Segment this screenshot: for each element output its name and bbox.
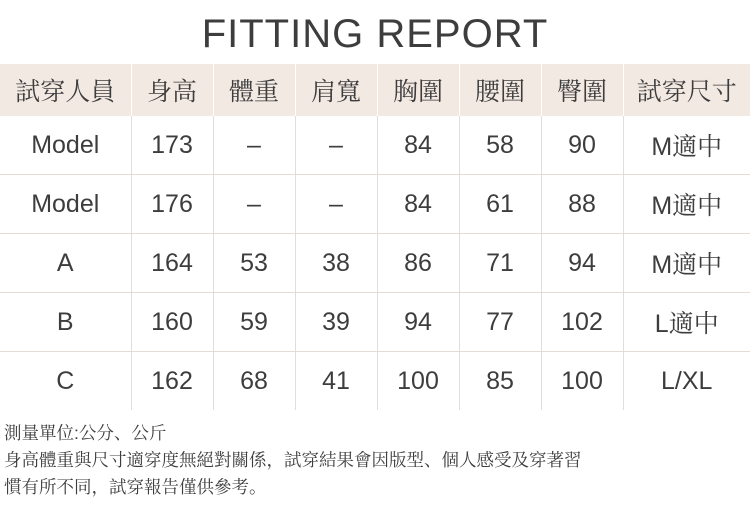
footnote-line-2: 身高體重與尺寸適穿度無絕對關係，試穿結果會因版型、個人感受及穿著習 (4, 450, 582, 471)
cell-height: 176 (131, 175, 213, 234)
cell-height: 160 (131, 293, 213, 352)
cell-hip: 100 (541, 352, 623, 411)
cell-bust: 94 (377, 293, 459, 352)
page-title: FITTING REPORT (201, 12, 549, 56)
cell-height: 164 (131, 234, 213, 293)
cell-size: L/XL (661, 366, 713, 395)
cell-bust: 84 (377, 175, 459, 234)
cell-waist: 61 (459, 175, 541, 234)
cell-hip: 94 (541, 234, 623, 293)
table-row (0, 293, 750, 352)
column-header-waist: 腰圍 (459, 64, 541, 116)
cell-tester: Model (0, 116, 131, 175)
cell-tester: C (0, 352, 131, 411)
cell-weight: 59 (213, 293, 295, 352)
footnote-line-1: 測量單位:公分、公斤 (4, 423, 167, 443)
column-header-bust: 胸圍 (377, 64, 459, 116)
footnote-line-3: 慣有所不同，試穿報告僅供參考。 (4, 477, 267, 498)
cell-shoulder: – (295, 116, 377, 175)
cell-shoulder: 39 (295, 293, 377, 352)
cell-bust: 100 (377, 352, 459, 411)
column-header-hip: 臀圍 (541, 64, 623, 116)
cell-weight: 53 (213, 234, 295, 293)
cell-waist: 77 (459, 293, 541, 352)
cell-waist: 71 (459, 234, 541, 293)
cell-tester: Model (0, 175, 131, 234)
table-row (0, 234, 750, 293)
cell-bust: 84 (377, 116, 459, 175)
cell-waist: 85 (459, 352, 541, 411)
table-row (0, 116, 750, 175)
column-header-weight: 體重 (213, 64, 295, 116)
cell-size: M適中 (623, 175, 750, 234)
cell-weight: – (213, 175, 295, 234)
table-row (0, 175, 750, 234)
column-header-shoulder: 肩寬 (295, 64, 377, 116)
cell-tester: B (0, 293, 131, 352)
cell-hip: 90 (541, 116, 623, 175)
cell-height: 173 (131, 116, 213, 175)
cell-height: 162 (131, 352, 213, 411)
cell-shoulder: – (295, 175, 377, 234)
cell-shoulder: 38 (295, 234, 377, 293)
cell-shoulder: 41 (295, 352, 377, 411)
cell-size: M適中 (623, 234, 750, 293)
table-header (0, 64, 750, 116)
fitting-report-table (0, 64, 750, 410)
column-header-height: 身高 (131, 64, 213, 116)
cell-bust: 86 (377, 234, 459, 293)
cell-hip: 88 (541, 175, 623, 234)
table-body (0, 116, 750, 410)
cell-tester: A (0, 234, 131, 293)
cell-size: M適中 (623, 116, 750, 175)
cell-size: L適中 (623, 293, 750, 352)
table-row (0, 352, 750, 411)
column-header-tester: 試穿人員 (0, 64, 131, 116)
cell-waist: 58 (459, 116, 541, 175)
column-header-size: 試穿尺寸 (636, 78, 737, 106)
footnotes (0, 410, 750, 501)
cell-hip: 102 (541, 293, 623, 352)
cell-weight: 68 (213, 352, 295, 411)
cell-weight: – (213, 116, 295, 175)
table-header-row (0, 64, 750, 116)
